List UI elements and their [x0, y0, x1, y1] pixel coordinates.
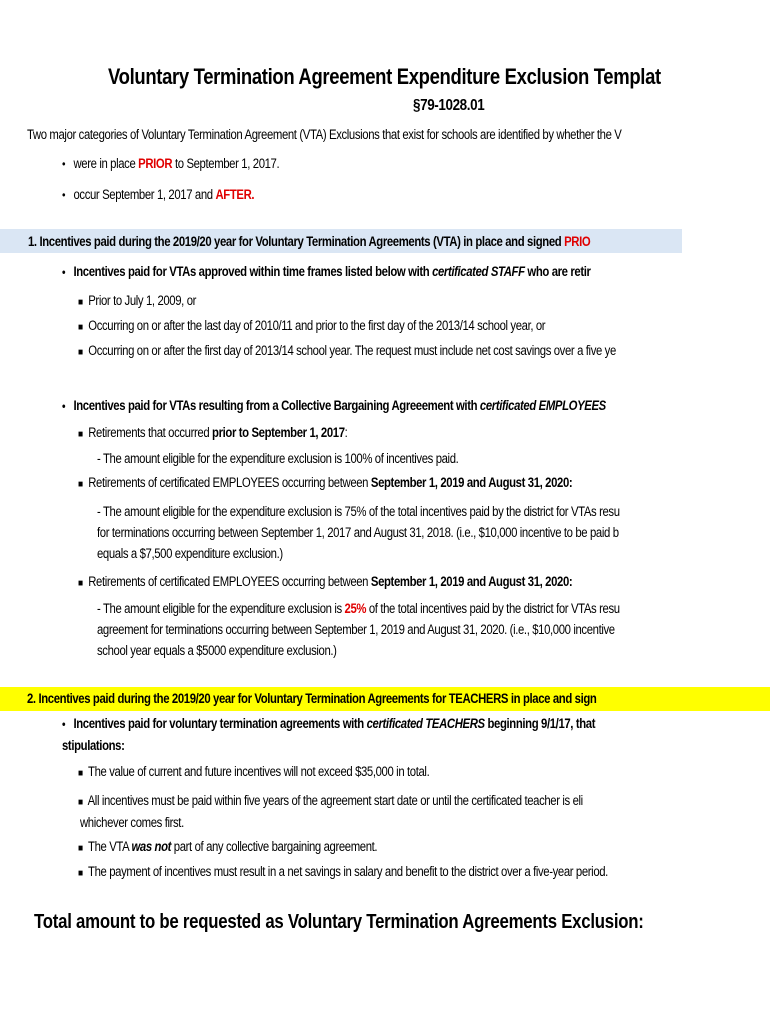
bullet-dot-icon: •	[62, 157, 66, 171]
square-bullet-icon: ■	[78, 797, 83, 808]
intro-bullet-after: • occur September 1, 2017 and AFTER.	[62, 187, 255, 202]
list-item: ■ All incentives must be paid within five years of the agreement start date or until the certificated teacher is eli	[78, 793, 583, 808]
list-item: ■ The payment of incentives must result in a net savings in salary and benefit to the district over a five-year period.	[78, 864, 608, 879]
retirement-item-1: ■ Retirements that occurred prior to September 1, 2017:	[78, 425, 348, 440]
retirement-note-2: - The amount eligible for the expenditure exclusion is 75% of the total incentives paid by the district for VTAs resu	[97, 504, 620, 519]
bullet-dot-icon: •	[62, 399, 66, 413]
square-bullet-icon: ■	[78, 768, 83, 779]
square-bullet-icon: ■	[78, 347, 83, 358]
retirement-note-3: - The amount eligible for the expenditure exclusion is 25% of the total incentives paid by the district for VTAs resu	[97, 601, 620, 616]
list-item: ■ Occurring on or after the first day of 2013/14 school year. The request must include net cost savings over a five ye	[78, 343, 616, 358]
square-bullet-icon: ■	[78, 843, 83, 854]
retirement-note-3: agreement for terminations occurring between September 1, 2019 and August 31, 2020. (i.e., $10,000 incentive	[97, 622, 615, 637]
retirement-note-2: for terminations occurring between September 1, 2017 and August 31, 2018. (i.e., $10,000 incentive to be paid b	[97, 525, 619, 540]
section2-bullet-continued: stipulations:	[62, 738, 125, 753]
bullet-dot-icon: •	[62, 717, 66, 731]
section1-heading: 1. Incentives paid during the 2019/20 year for Voluntary Termination Agreements (VTA) in place and signed PRIO	[28, 234, 591, 249]
section2-heading: 2. Incentives paid during the 2019/20 year for Voluntary Termination Agreements for TEACHERS in place and sign	[27, 691, 597, 706]
square-bullet-icon: ■	[78, 868, 83, 879]
retirement-note-2: equals a $7,500 expenditure exclusion.)	[97, 546, 283, 561]
list-item: ■ The VTA was not part of any collective bargaining agreement.	[78, 839, 378, 854]
square-bullet-icon: ■	[78, 479, 83, 490]
list-item-continued: whichever comes first.	[80, 815, 184, 830]
square-bullet-icon: ■	[78, 578, 83, 589]
intro-text: Two major categories of Voluntary Termination Agreement (VTA) Exclusions that exist for schools are identified by whether the V	[27, 127, 622, 142]
page-title: Voluntary Termination Agreement Expenditure Exclusion Templat	[108, 64, 661, 89]
section2-bullet-teachers: • Incentives paid for voluntary termination agreements with certificated TEACHERS beginning 9/1/17, that	[62, 716, 596, 731]
list-item: ■ Prior to July 1, 2009, or	[78, 293, 197, 308]
square-bullet-icon: ■	[78, 429, 83, 440]
total-amount-label: Total amount to be requested as Voluntary Termination Agreements Exclusion:	[34, 911, 644, 933]
section1-bullet-employees: • Incentives paid for VTAs resulting from a Collective Bargaining Agreeement with certificated EMPLOYEES	[62, 398, 606, 413]
intro-bullet-prior: • were in place PRIOR to September 1, 2017.	[62, 156, 280, 171]
square-bullet-icon: ■	[78, 297, 83, 308]
section1-bullet-staff: • Incentives paid for VTAs approved within time frames listed below with certificated STAFF who are retir	[62, 264, 591, 279]
square-bullet-icon: ■	[78, 322, 83, 333]
retirement-item-2: ■ Retirements of certificated EMPLOYEES occurring between September 1, 2019 and August 31, 2020:	[78, 475, 573, 490]
bullet-dot-icon: •	[62, 188, 66, 202]
list-item: ■ The value of current and future incentives will not exceed $35,000 in total.	[78, 764, 430, 779]
bullet-dot-icon: •	[62, 265, 66, 279]
list-item: ■ Occurring on or after the last day of 2010/11 and prior to the first day of the 2013/14 school year, or	[78, 318, 546, 333]
statute-reference: §79-1028.01	[413, 97, 485, 114]
retirement-note-3: school year equals a $5000 expenditure exclusion.)	[97, 643, 337, 658]
retirement-note-1: - The amount eligible for the expenditure exclusion is 100% of incentives paid.	[97, 451, 459, 466]
retirement-item-3: ■ Retirements of certificated EMPLOYEES occurring between September 1, 2019 and August 31, 2020:	[78, 574, 573, 589]
